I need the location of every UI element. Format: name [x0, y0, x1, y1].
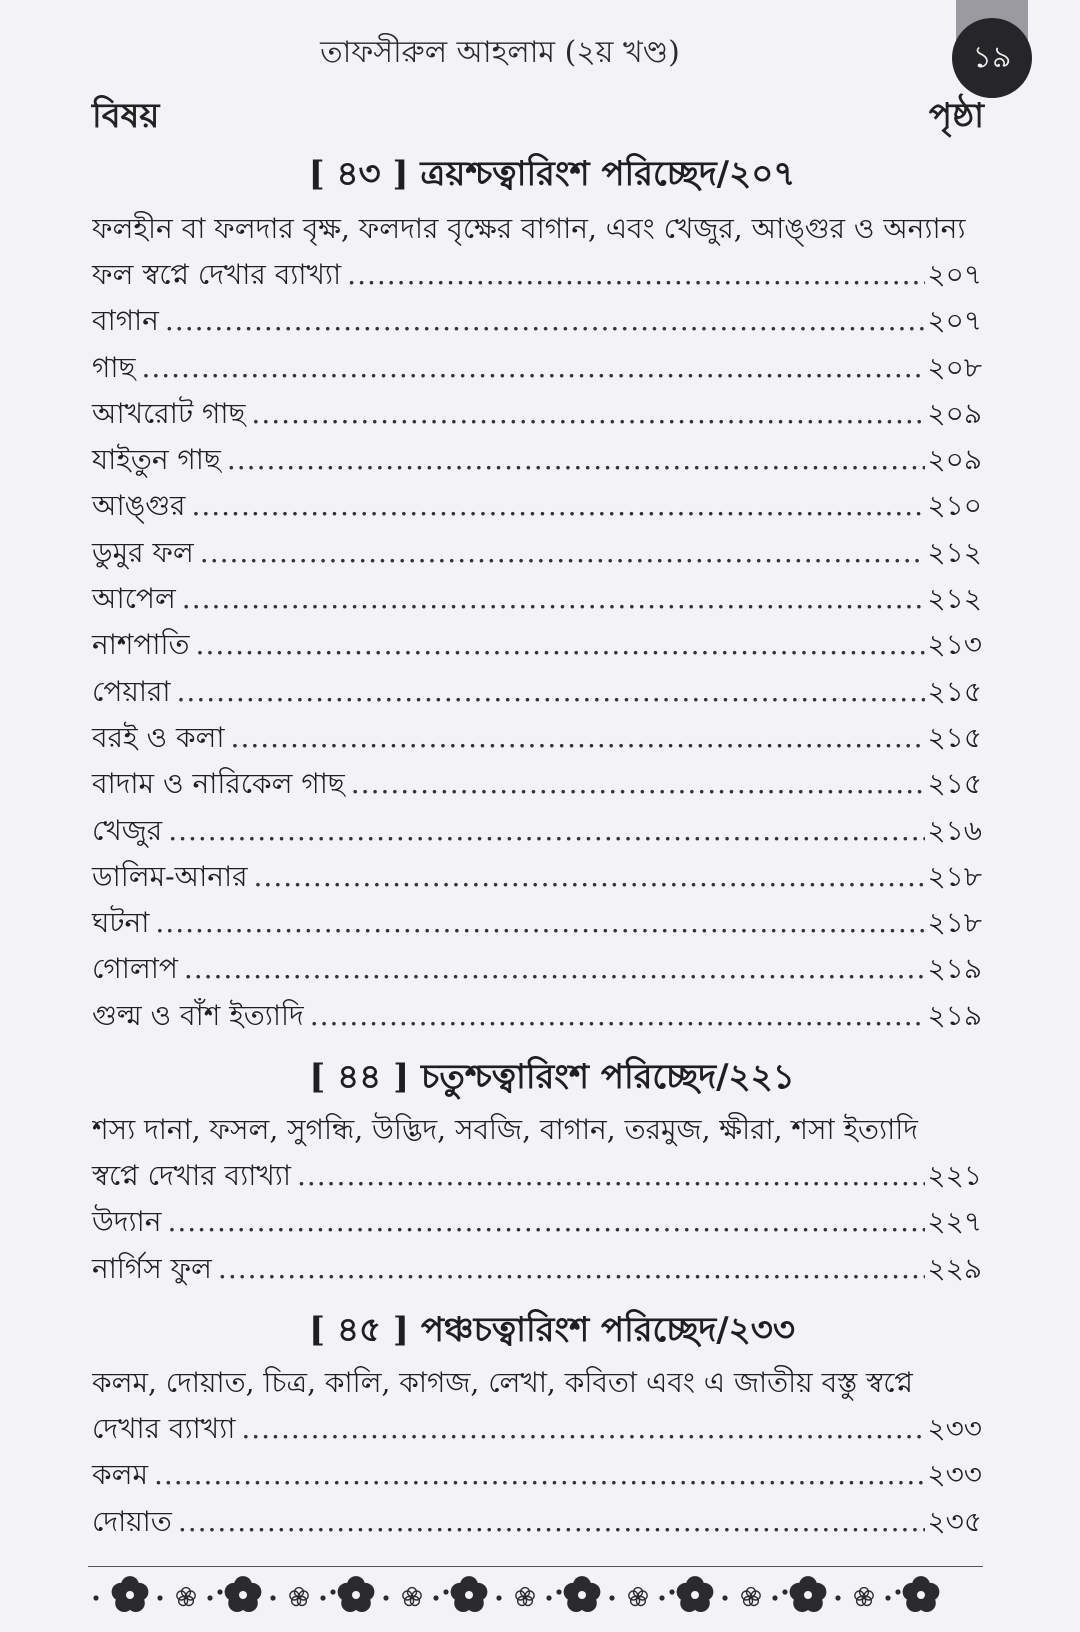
flower-icon — [225, 1576, 262, 1612]
entry-page: ২১৬ — [927, 813, 982, 847]
entry-title: পেয়ারা — [92, 674, 171, 708]
dot-leader — [231, 715, 926, 761]
flower-icon — [451, 1576, 488, 1612]
entry-title: আখরোট গাছ — [92, 396, 246, 430]
entry-page: ২৩৩ — [927, 1458, 982, 1492]
subject-column-heading: বিষয় — [92, 96, 160, 136]
flower-icon — [338, 1576, 375, 1612]
ornament-dot — [835, 1595, 840, 1600]
entry-title: উদ্যান — [92, 1205, 162, 1239]
toc-entry — [92, 252, 982, 298]
page-number-badge: ১৯ — [952, 18, 1032, 98]
entry-page: ২১৮ — [927, 906, 982, 940]
section-intro: কলম, দোয়াত, চিত্র, কালি, কাগজ, লেখা, কবিতা এবং এ জাতীয় বস্তু স্বপ্নে — [92, 1365, 913, 1399]
toc-entry — [92, 946, 982, 992]
ornament-dot — [433, 1595, 438, 1600]
section-intro: শস্য দানা, ফসল, সুগন্ধি, উদ্ভিদ, সবজি, বাগান, তরমুজ, ক্ষীরা, শসা ইত্যাদি — [92, 1113, 919, 1147]
ornament-dot — [722, 1595, 727, 1600]
entry-title: দোয়াত — [92, 1504, 172, 1538]
entry-title: খেজুর — [92, 813, 163, 847]
toc-entry — [92, 1246, 982, 1292]
toc-entry — [92, 715, 982, 761]
small-flower-icon — [742, 1588, 760, 1606]
section-intro: ফলহীন বা ফলদার বৃক্ষ, ফলদার বৃক্ষের বাগান, এবং খেজুর, আঙ্গুর ও অন্যান্য — [92, 212, 966, 245]
toc-entry — [92, 808, 982, 854]
toc-entry — [92, 298, 982, 344]
dot-leader — [241, 1406, 925, 1452]
ornament-dot — [885, 1595, 890, 1600]
ornament-dot — [207, 1595, 212, 1600]
dot-leader — [154, 1452, 925, 1498]
small-flower-icon — [177, 1588, 195, 1606]
dot-leader — [165, 298, 925, 344]
entry-page: ২১৯ — [927, 952, 982, 986]
dot-leader — [155, 900, 925, 946]
small-flower-icon — [403, 1588, 421, 1606]
ornament-dot — [669, 1589, 674, 1594]
entry-page: ২৩৫ — [927, 1504, 982, 1538]
dot-leader — [347, 252, 925, 298]
toc-entry — [92, 437, 982, 483]
ornament-dot — [270, 1595, 275, 1600]
dot-leader — [196, 622, 926, 668]
toc-entry — [92, 1153, 982, 1199]
dot-leader — [218, 1246, 925, 1292]
toc-entry — [92, 1199, 982, 1245]
toc-entry — [92, 761, 982, 807]
dot-leader — [141, 345, 925, 391]
ornament-dot — [782, 1589, 787, 1594]
ornament-dot — [895, 1589, 900, 1594]
dot-leader — [167, 1199, 925, 1245]
toc-entry — [92, 483, 982, 529]
entry-title: গুল্ম ও বাঁশ ইত্যাদি — [92, 998, 304, 1032]
entry-title: যাইতুন গাছ — [92, 443, 221, 477]
dot-leader — [182, 576, 926, 622]
entry-page: ২১৮ — [927, 859, 982, 893]
toc-entry — [92, 1499, 982, 1545]
toc-entry — [92, 1406, 982, 1452]
ornament-dot — [609, 1595, 614, 1600]
entry-title: গোলাপ — [92, 952, 178, 986]
toc-entry — [92, 530, 982, 576]
entry-page: ২০৭ — [927, 258, 982, 291]
entry-page: ২২৭ — [927, 1205, 982, 1239]
small-flower-icon — [290, 1588, 308, 1606]
entry-title: আপেল — [92, 582, 176, 616]
entry-page: ২১০ — [927, 489, 982, 523]
entry-title: বরই ও কলা — [92, 720, 225, 754]
entry-page: ২১৫ — [927, 767, 982, 801]
flower-icon — [677, 1576, 714, 1612]
dot-leader — [184, 946, 926, 992]
entry-page: ২১৫ — [927, 674, 982, 708]
ornament-dot — [157, 1595, 162, 1600]
ornament-dot — [556, 1589, 561, 1594]
ornament-dot — [546, 1595, 551, 1600]
flower-icon — [564, 1576, 601, 1612]
entry-page: ২৩৩ — [927, 1411, 982, 1445]
ornament-dot — [443, 1589, 448, 1594]
entry-page: ২১৯ — [927, 998, 982, 1032]
entry-page: ২০৮ — [927, 350, 982, 384]
flower-border-ornament-icon — [86, 1572, 986, 1618]
ornament-dot — [659, 1595, 664, 1600]
dot-leader — [351, 761, 926, 807]
ornament-dot — [330, 1589, 335, 1594]
toc-entry — [92, 669, 982, 715]
entry-page: ২২১ — [927, 1159, 982, 1193]
toc-entry — [92, 1452, 982, 1498]
dot-leader — [227, 437, 926, 483]
entry-title: নাশপাতি — [92, 628, 190, 662]
dot-leader — [177, 669, 926, 715]
entry-title: ডালিম-আনার — [92, 859, 248, 893]
entry-title: ফল স্বপ্নে দেখার ব্যাখ্যা — [92, 258, 342, 291]
entry-title: আঙ্গুর — [92, 489, 186, 523]
entry-page: ২১২ — [927, 535, 982, 569]
ornament-dot — [772, 1595, 777, 1600]
entry-title: ঘটনা — [92, 906, 150, 940]
small-flower-icon — [516, 1588, 534, 1606]
ornament-dot — [217, 1589, 222, 1594]
toc-entry — [92, 993, 982, 1039]
toc-entry — [92, 854, 982, 900]
ornament-dot — [320, 1595, 325, 1600]
entry-title: কলম — [92, 1458, 148, 1492]
small-flower-icon — [855, 1588, 873, 1606]
entry-title: বাদাম ও নারিকেল গাছ — [92, 767, 345, 801]
ornament-dot — [93, 1595, 98, 1600]
page-column-heading: পৃষ্ঠা — [928, 96, 984, 136]
toc-entry — [92, 622, 982, 668]
toc-entry — [92, 345, 982, 391]
entry-title: দেখার ব্যাখ্যা — [92, 1411, 236, 1445]
entry-page: ২০৯ — [927, 443, 982, 477]
section-heading: [ ৪৪ ] চতুশ্চত্বারিংশ পরিচ্ছেদ/২২১ — [309, 1057, 795, 1098]
flower-icon — [112, 1576, 149, 1612]
toc-entry — [92, 576, 982, 622]
section-heading: [ ৪৩ ] ত্রয়শ্চত্বারিংশ পরিচ্ছেদ/২০৭ — [308, 154, 796, 194]
flower-icon — [903, 1576, 940, 1612]
entry-title: স্বপ্নে দেখার ব্যাখ্যা — [92, 1159, 291, 1193]
dot-leader — [191, 483, 925, 529]
section-heading: [ ৪৫ ] পঞ্চচত্বারিংশ পরিচ্ছেদ/২৩৩ — [309, 1309, 795, 1350]
dot-leader — [178, 1499, 926, 1545]
entry-page: ২০৯ — [927, 396, 982, 430]
entry-page: ২১৩ — [927, 628, 982, 662]
toc-entry — [92, 391, 982, 437]
dot-leader — [251, 391, 925, 437]
ornament-dot — [496, 1595, 501, 1600]
ornament-dot — [383, 1595, 388, 1600]
dot-leader — [200, 530, 926, 576]
dot-leader — [254, 854, 926, 900]
entry-page: ২০৭ — [927, 304, 982, 338]
entry-title: বাগান — [92, 304, 159, 338]
entry-title: নার্গিস ফুল — [92, 1251, 212, 1285]
footer-rule — [88, 1566, 983, 1567]
table-of-contents — [92, 150, 982, 1545]
entry-page: ২২৯ — [927, 1251, 982, 1285]
dot-leader — [168, 808, 925, 854]
entry-page: ২১৫ — [927, 720, 982, 754]
running-title: তাফসীরুল আহলাম (২য় খণ্ড) — [320, 35, 680, 70]
entry-title: ডুমুর ফল — [92, 535, 194, 569]
dot-leader — [297, 1153, 925, 1199]
entry-page: ২১২ — [927, 582, 982, 616]
entry-title: গাছ — [92, 350, 136, 384]
toc-entry — [92, 900, 982, 946]
flower-icon — [790, 1576, 827, 1612]
small-flower-icon — [629, 1588, 647, 1606]
dot-leader — [310, 993, 926, 1039]
